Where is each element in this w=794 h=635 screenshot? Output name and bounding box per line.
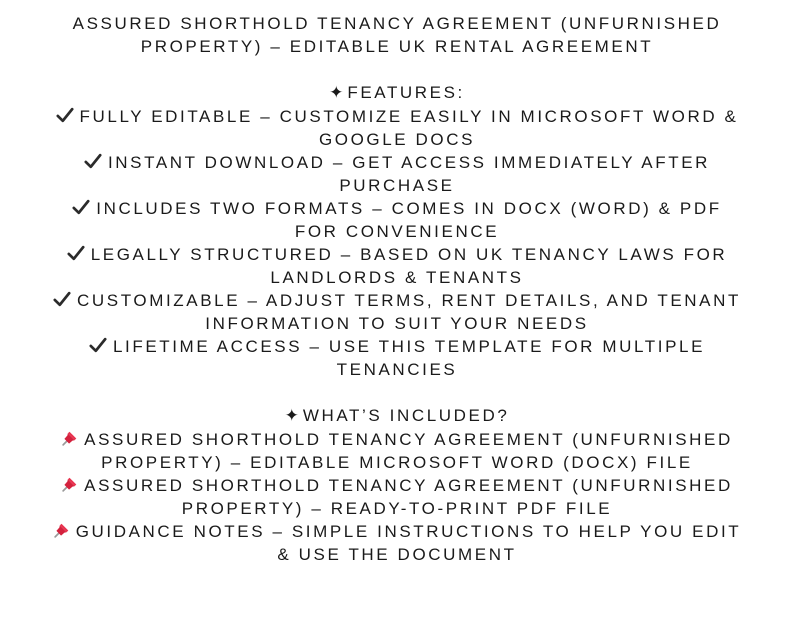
- included-item-3-line-2: & USE THE DOCUMENT: [277, 545, 517, 564]
- feature-item-text: INSTANT DOWNLOAD – GET ACCESS IMMEDIATELY AFTER: [107, 153, 711, 172]
- feature-item-3-line-1: [0, 197, 794, 220]
- included-heading: [0, 404, 794, 428]
- feature-item-6-line-1: [0, 335, 794, 358]
- document-body: [0, 12, 794, 566]
- feature-item-2-line-2: PURCHASE: [339, 176, 455, 195]
- feature-item-text: LEGALLY STRUCTURED – BASED ON UK TENANCY LAWS FOR: [90, 245, 728, 264]
- feature-item-5-line-1: [0, 289, 794, 312]
- document-title-line-2: PROPERTY) – EDITABLE UK RENTAL AGREEMENT: [140, 37, 654, 56]
- feature-item-text: FULLY EDITABLE – CUSTOMIZE EASILY IN MICROSOFT WORD &: [79, 107, 739, 126]
- feature-item-5-line-2: INFORMATION TO SUIT YOUR NEEDS: [205, 314, 589, 333]
- check-icon: [53, 290, 71, 308]
- feature-item-text: CUSTOMIZABLE – ADJUST TERMS, RENT DETAILS, AND TENANT: [77, 291, 741, 310]
- check-icon: [89, 336, 107, 354]
- included-item-2-line-1: [0, 474, 794, 497]
- included-heading-text: WHAT’S INCLUDED?: [302, 406, 510, 425]
- feature-item-3-line-2: FOR CONVENIENCE: [294, 222, 500, 241]
- included-item-text: ASSURED SHORTHOLD TENANCY AGREEMENT (UNFURNISHED: [84, 476, 733, 495]
- document-title-line-1: ASSURED SHORTHOLD TENANCY AGREEMENT (UNFURNISHED: [72, 14, 722, 33]
- pushpin-icon: [61, 430, 78, 447]
- included-item-3-line-1: [0, 520, 794, 543]
- included-item-1-line-1: [0, 428, 794, 451]
- feature-item-1-line-1: [0, 105, 794, 128]
- included-item-1-line-2: PROPERTY) – EDITABLE MICROSOFT WORD (DOCX) FILE: [101, 453, 693, 472]
- pushpin-icon: [53, 522, 70, 539]
- features-heading-text: FEATURES:: [347, 83, 465, 102]
- feature-item-text: LIFETIME ACCESS – USE THIS TEMPLATE FOR MULTIPLE: [112, 337, 706, 356]
- check-icon: [84, 152, 102, 170]
- included-item-text: ASSURED SHORTHOLD TENANCY AGREEMENT (UNFURNISHED: [84, 430, 733, 449]
- included-item-2-line-2: PROPERTY) – READY-TO-PRINT PDF FILE: [181, 499, 613, 518]
- feature-item-4-line-1: [0, 243, 794, 266]
- check-icon: [56, 106, 74, 124]
- check-icon: [72, 198, 90, 216]
- feature-item-4-line-2: LANDLORDS & TENANTS: [270, 268, 524, 287]
- features-heading: [0, 81, 794, 105]
- included-item-text: GUIDANCE NOTES – SIMPLE INSTRUCTIONS TO HELP YOU EDIT: [75, 522, 742, 541]
- feature-item-2-line-1: [0, 151, 794, 174]
- pushpin-icon: [61, 476, 78, 493]
- feature-item-6-line-2: TENANCIES: [336, 360, 458, 379]
- feature-item-text: INCLUDES TWO FORMATS – COMES IN DOCX (WORD) & PDF: [96, 199, 722, 218]
- check-icon: [67, 244, 85, 262]
- feature-item-1-line-2: GOOGLE DOCS: [318, 130, 476, 149]
- spacer: [0, 58, 794, 81]
- sparkle-icon: ✦: [329, 83, 344, 103]
- spacer: [0, 381, 794, 404]
- sparkle-icon: ✦: [284, 406, 299, 426]
